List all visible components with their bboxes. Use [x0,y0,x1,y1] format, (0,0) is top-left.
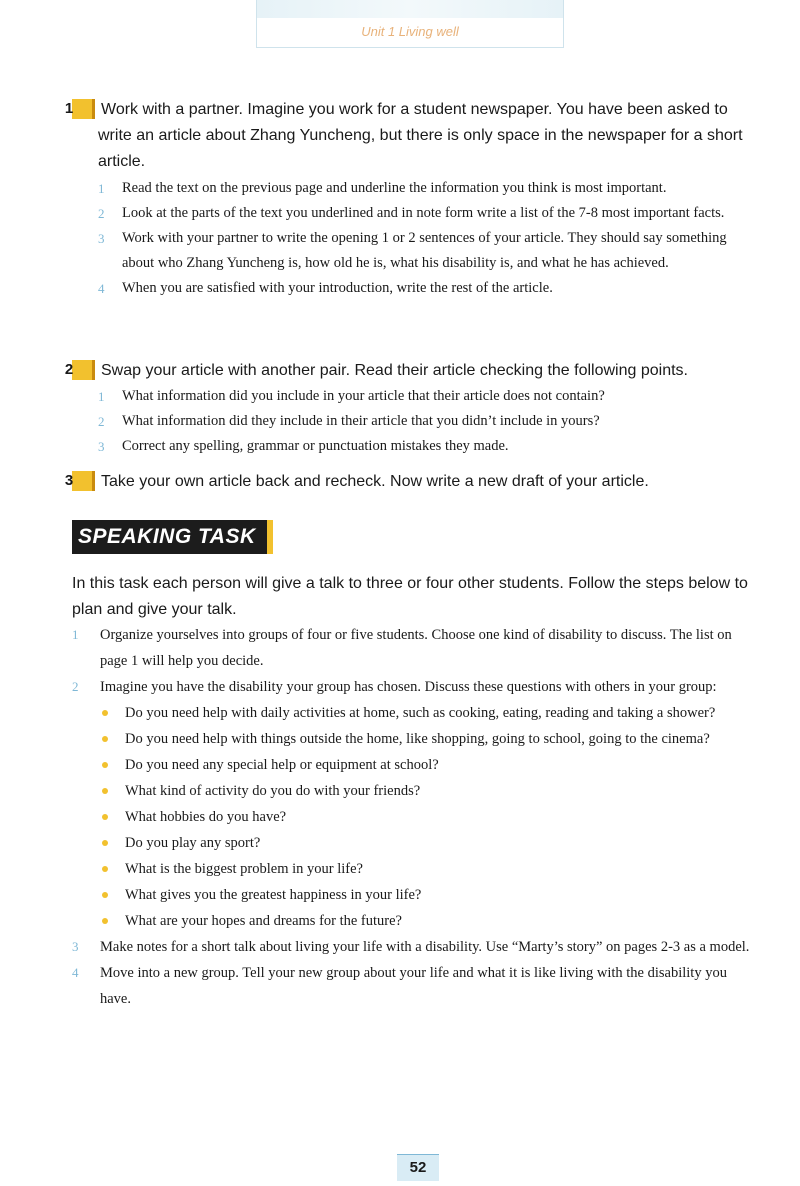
step-text: Work with your partner to write the opening 1 or 2 sentences of your article. They should say something about who Zhang Yuncheng is, how old he is, what his disability is, and what he has achieved. [122,230,727,271]
speaking-steps [72,622,758,1012]
speaking-intro: In this task each person will give a talk to three or four other students. Follow the steps below to plan and give your talk. [72,575,748,618]
step-item [72,201,758,226]
bullet-icon [102,762,108,768]
task-steps [72,176,758,301]
task-instruction: Take your own article back and recheck. Now write a new draft of your article. [101,473,649,490]
question-text: What kind of activity do you do with your friends? [125,783,421,799]
speaking-task-heading: SPEAKING TASK [72,520,273,554]
step-number: 2 [98,414,105,429]
question-text: What are your hopes and dreams for the future? [125,913,402,929]
step-number: 4 [98,281,105,296]
step-text: When you are satisfied with your introduction, write the rest of the article. [122,280,553,296]
list-item [100,778,758,804]
bullet-icon [102,866,108,872]
step-text: Organize yourselves into groups of four or five students. Choose one kind of disability to discuss. The list on page 1 will help you decide. [100,627,732,669]
step-text: What information did you include in your article that their article does not contain? [122,388,605,404]
question-text: Do you need help with daily activities at home, such as cooking, eating, reading and taking a shower? [125,705,716,721]
step-item [72,622,758,674]
step-item [72,934,758,960]
question-text: What gives you the greatest happiness in your life? [125,887,422,903]
list-item [100,726,758,752]
step-text: What information did they include in their article that you didn’t include in yours? [122,413,600,429]
step-number: 1 [98,389,105,404]
list-item [100,700,758,726]
bullet-icon [102,788,108,794]
step-number: 4 [72,965,79,980]
step-text: Imagine you have the disability your group has chosen. Discuss these questions with others in your group: [100,679,717,695]
bullet-icon [102,710,108,716]
task-number-badge: 3 [72,471,95,491]
task-steps [72,384,758,459]
unit-title: Unit 1 Living well [361,24,459,39]
step-text: Correct any spelling, grammar or punctuation mistakes they made. [122,438,509,454]
task-instruction: Swap your article with another pair. Read their article checking the following points. [101,362,688,379]
step-item [72,176,758,201]
step-number: 2 [72,679,79,694]
list-item [100,804,758,830]
bullet-icon [102,814,108,820]
list-item [100,856,758,882]
task-1 [64,97,758,301]
step-text: Move into a new group. Tell your new group about your life and what it is like living with the disability you have. [100,965,727,1007]
bullet-icon [102,918,108,924]
step-number: 2 [98,206,105,221]
question-text: Do you need help with things outside the home, like shopping, going to school, going to the cinema? [125,731,710,747]
step-item [72,434,758,459]
step-number: 3 [98,231,105,246]
task-2 [64,358,758,459]
page-number: 52 [397,1154,439,1181]
bullet-icon [102,736,108,742]
step-item [72,226,758,276]
question-text: Do you need any special help or equipment at school? [125,757,439,773]
step-number: 3 [72,939,79,954]
step-number: 3 [98,439,105,454]
step-text: Look at the parts of the text you underlined and in note form write a list of the 7-8 most important facts. [122,205,725,221]
header-band [257,0,563,18]
task-number-badge: 2 [72,360,95,380]
task-instruction: Work with a partner. Imagine you work for a student newspaper. You have been asked to write an article about Zhang Yuncheng, but there is only space in the newspaper for a short article. [98,101,743,170]
list-item [100,908,758,934]
step-text: Make notes for a short talk about living your life with a disability. Use “Marty’s story” on pages 2-3 as a model. [100,939,750,955]
question-list [100,700,758,934]
step-text: Read the text on the previous page and underline the information you think is most important. [122,180,667,196]
step-item [72,674,758,934]
list-item [100,752,758,778]
step-item [72,276,758,301]
step-item [72,384,758,409]
question-text: What hobbies do you have? [125,809,287,825]
step-number: 1 [72,627,79,642]
list-item [100,882,758,908]
unit-header [256,0,564,48]
step-item [72,409,758,434]
task-number-badge: 1 [72,99,95,119]
question-text: Do you play any sport? [125,835,261,851]
bullet-icon [102,840,108,846]
bullet-icon [102,892,108,898]
list-item [100,830,758,856]
task-3 [64,469,758,495]
question-text: What is the biggest problem in your life? [125,861,363,877]
step-number: 1 [98,181,105,196]
step-item [72,960,758,1012]
